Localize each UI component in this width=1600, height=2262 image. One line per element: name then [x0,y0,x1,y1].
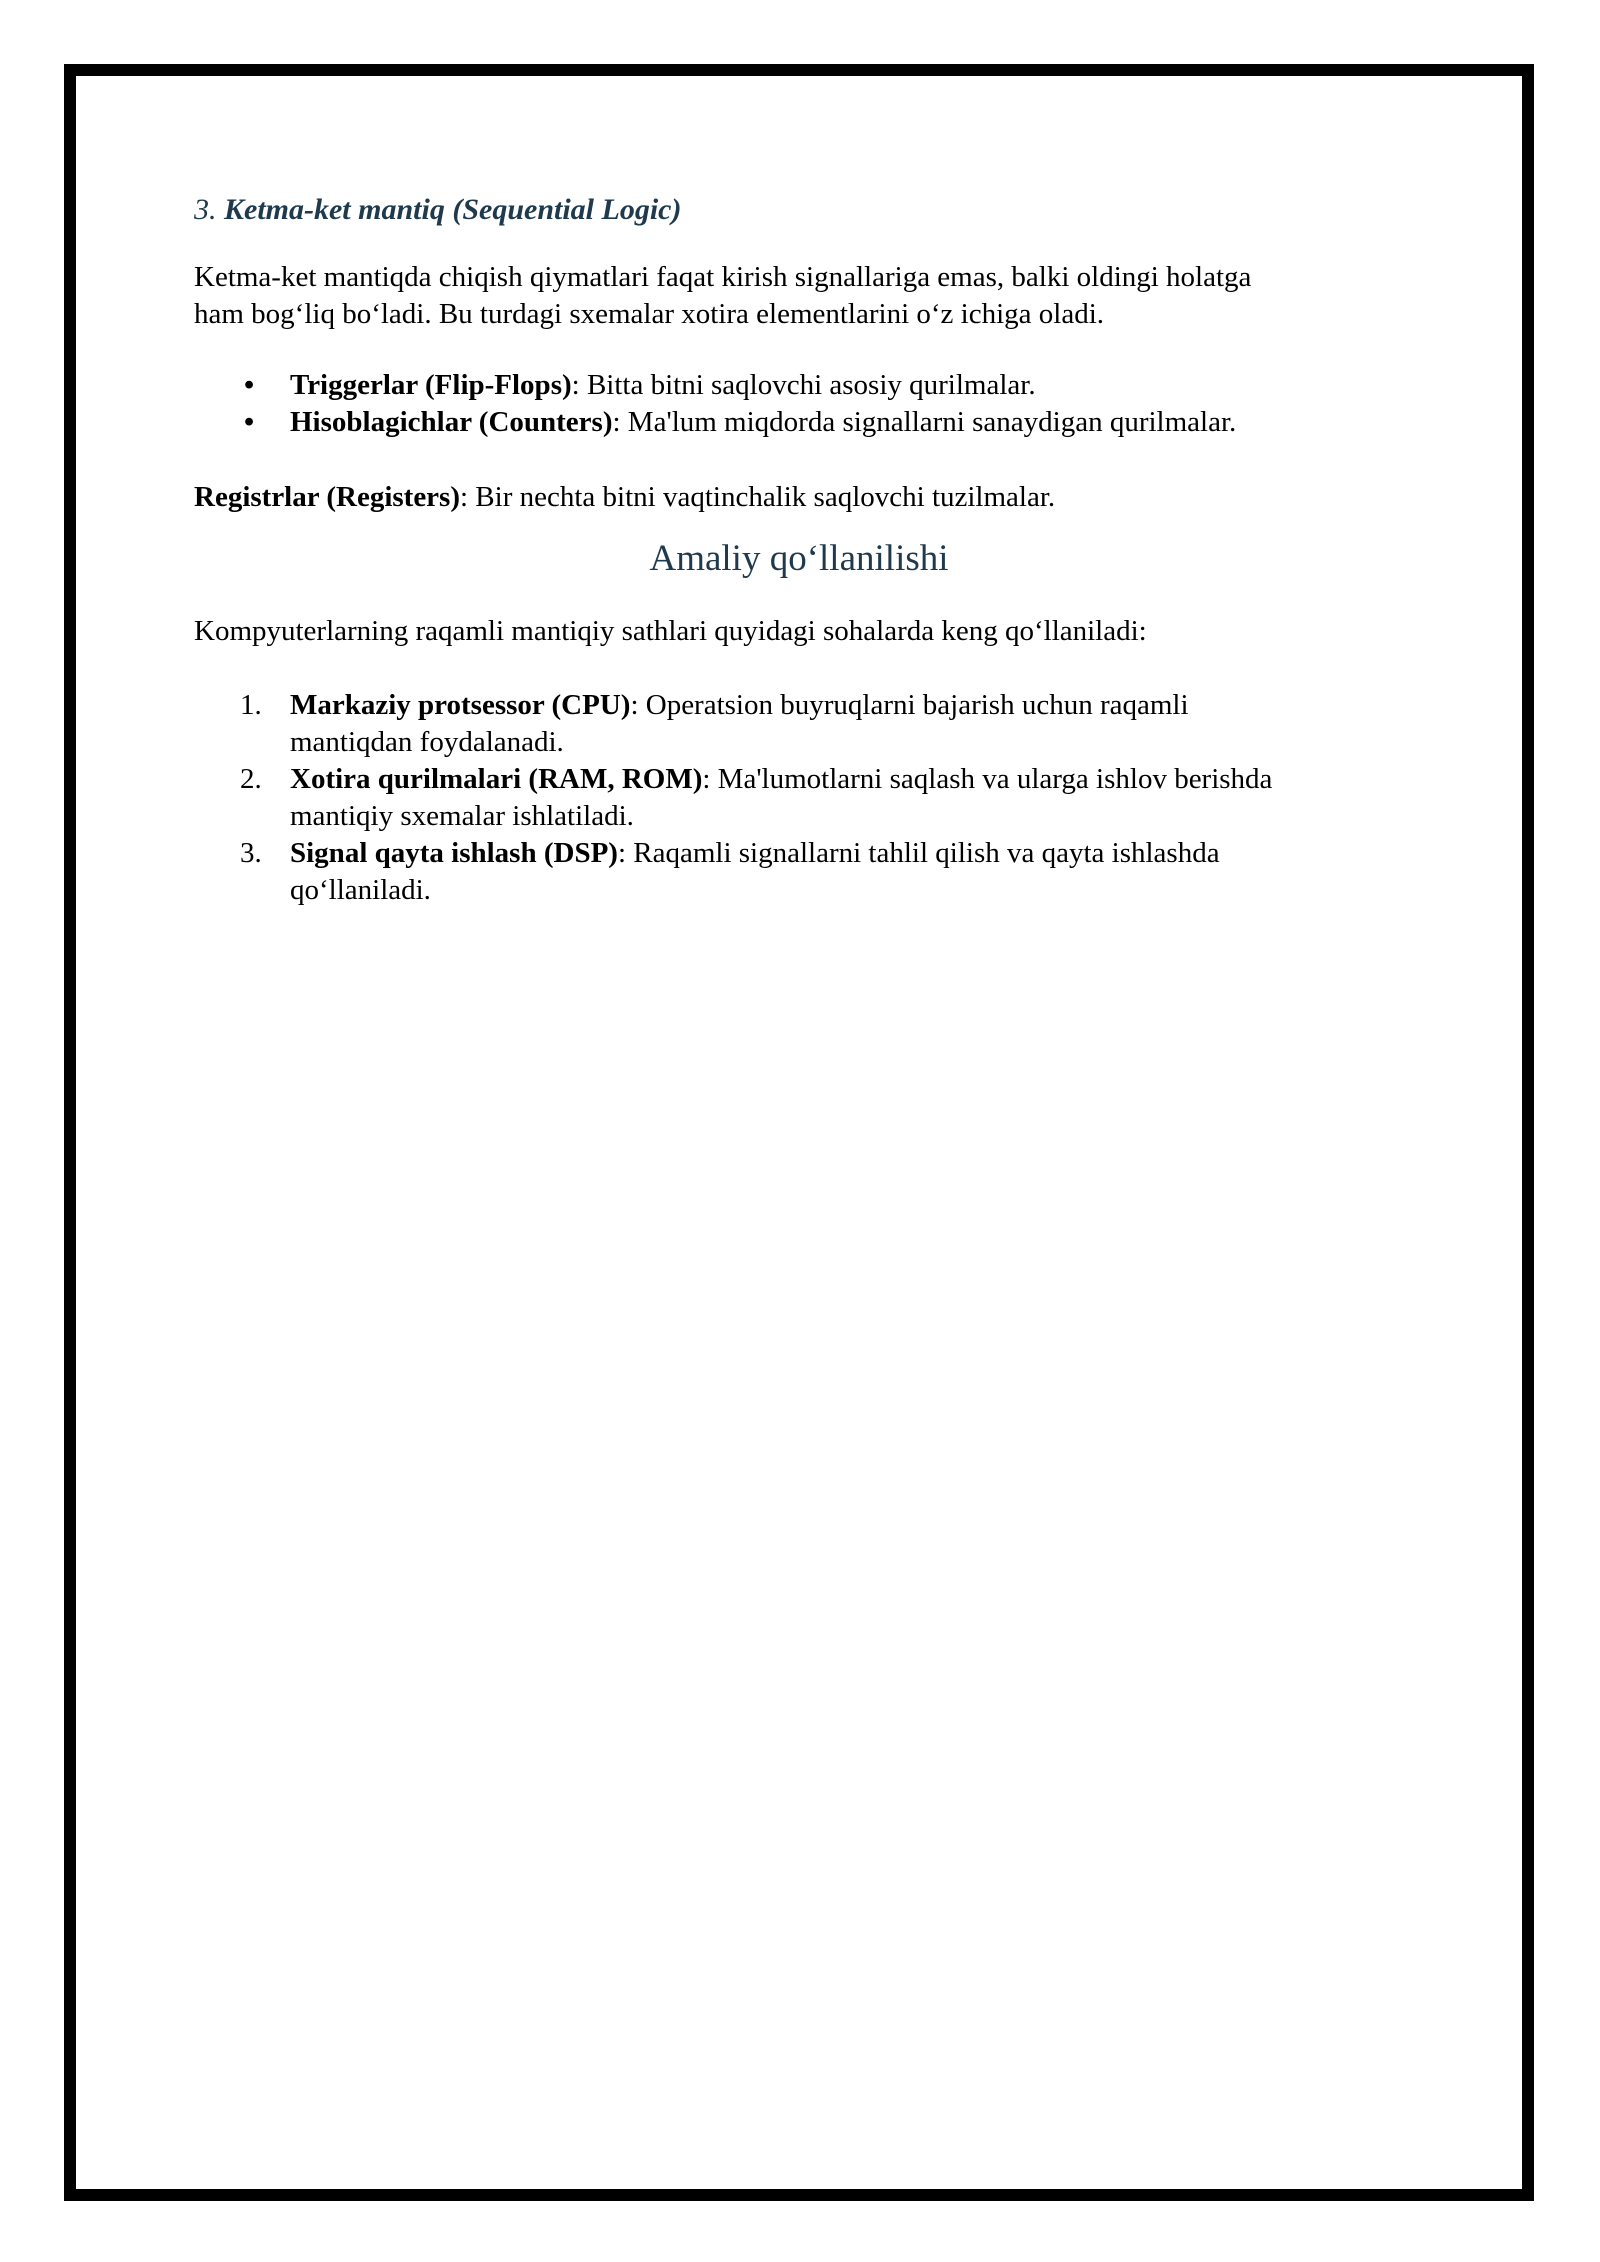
list-item-text: : Ma'lum miqdorda signallarni sanaydigan qurilmalar. [612,406,1237,438]
registers-term: Registrlar (Registers) [194,481,460,513]
list-item-term: Xotira qurilmalari (RAM, ROM) [290,763,703,795]
intro-paragraph [194,259,1404,333]
list-number: 1. [240,689,262,721]
registers-text: : Bir nechta bitni vaqtinchalik saqlovchi tuzilmalar. [460,481,1056,513]
list-item-term: Signal qayta ishlash (DSP) [290,837,618,869]
bullet-marker: • [244,406,255,438]
list-item-text: : Operatsion buyruqlarni bajarish uchun raqamli [630,689,1189,721]
list-item-text-continued: mantiqdan foydalanadi. [290,726,564,758]
list-item [194,761,1404,835]
page-content [194,190,1404,909]
list-number: 2. [240,763,262,795]
intro-line-2: ham bog‘liq bo‘ladi. Bu turdagi sxemalar xotira elementlarini o‘z ichiga oladi. [194,298,1105,330]
section-heading [194,190,1404,230]
list-item-text-continued: qo‘llaniladi. [290,874,431,906]
registers-paragraph [194,479,1404,516]
section-title: Ketma-ket mantiq (Sequential Logic) [224,193,682,226]
list-item-term: Markaziy protsessor (CPU) [290,689,631,721]
bullet-list [194,367,1404,441]
section-number: 3. [194,193,217,226]
numbered-list [194,687,1404,909]
applications-intro: Kompyuterlarning raqamli mantiqiy sathlari quyidagi sohalarda keng qo‘llaniladi: [194,615,1147,647]
list-item [194,404,1404,441]
list-item-term: Hisoblagichlar (Counters) [290,406,613,438]
list-number: 3. [240,837,262,869]
list-item [194,835,1404,909]
list-item-text-continued: mantiqiy sxemalar ishlatiladi. [290,800,634,832]
intro-line-1: Ketma-ket mantiqda chiqish qiymatlari faqat kirish signallariga emas, balki oldingi holatga [194,261,1252,293]
subheading: Amaliy qo‘llanilishi [649,538,949,579]
list-item-text: : Raqamli signallarni tahlil qilish va qayta ishlashda [617,837,1220,869]
list-item [194,367,1404,404]
list-item [194,687,1404,761]
list-item-text: : Ma'lumotlarni saqlash va ularga ishlov berishda [702,763,1273,795]
list-item-text: : Bitta bitni saqlovchi asosiy qurilmalar. [571,369,1036,401]
bullet-marker: • [244,369,255,401]
list-item-term: Triggerlar (Flip-Flops) [290,369,572,401]
